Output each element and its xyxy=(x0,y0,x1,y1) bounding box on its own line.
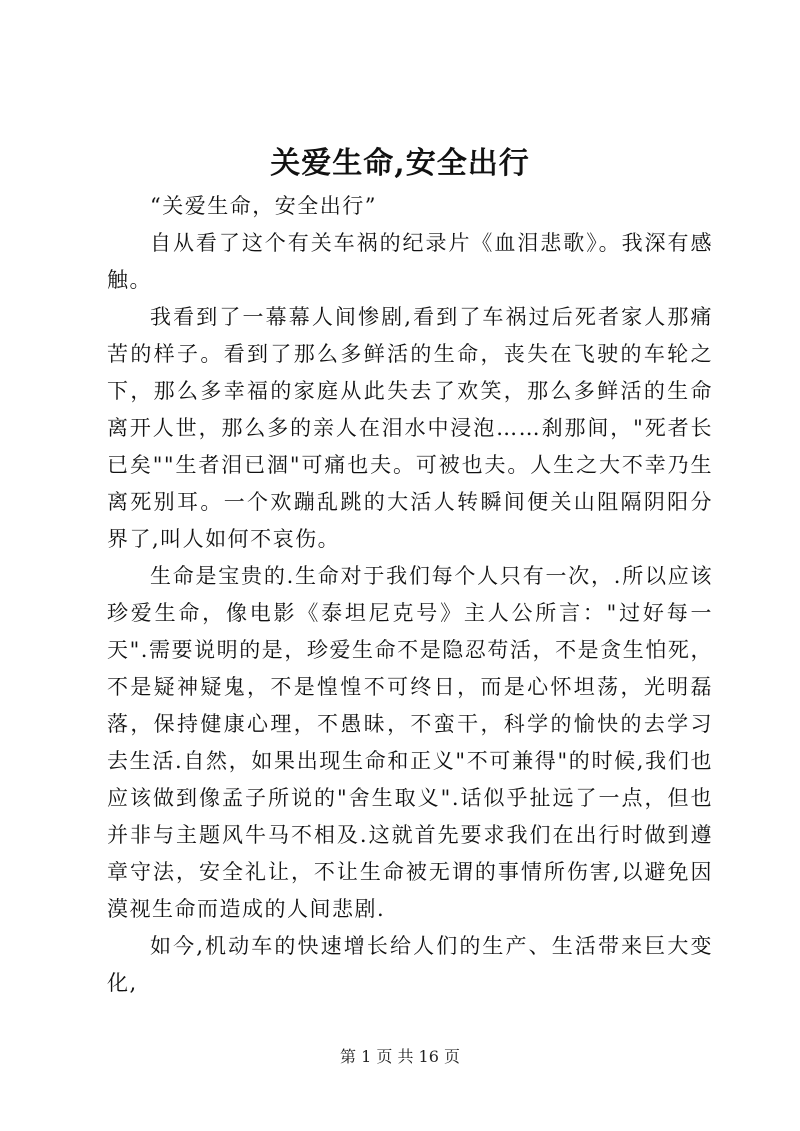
paragraph-vehicles: 如今,机动车的快速增长给人们的生产、生活带来巨大变化, xyxy=(107,934,713,995)
document-title: 关爱生命,安全出行 xyxy=(270,146,530,181)
paragraph-intro: 自从看了这个有关车祸的纪录片《血泪悲歌》。我深有感触。 xyxy=(107,231,713,292)
page-footer: 第 1 页 共 16 页 xyxy=(340,1047,460,1066)
document-body xyxy=(107,188,713,1002)
paragraph-subtitle: “关爱生命，安全出行” xyxy=(150,194,377,218)
paragraph-life-precious: 生命是宝贵的.生命对于我们每个人只有一次，.所以应该珍爱生命，像电影《泰坦尼克号》主人公所言："过好每一天".需要说明的是，珍爱生命不是隐忍苟活，不是贪生怕死，不是疑神疑鬼，不是惶惶不可终日，而是心怀坦荡，光明磊落，保持健康心理，不愚昧，不蛮干，科学的愉快的去学习去生活.自然，如果出现生命和正义"不可兼得"的时候,我们也应该做到像孟子所说的"舍生取义".话似乎扯远了一点，但也并非与主题风牛马不相及.这就首先要求我们在出行时做到遵章守法，安全礼让，不让生命被无谓的事情所伤害,以避免因漠视生命而造成的人间悲剧. xyxy=(107,564,713,921)
paragraph-tragedy: 我看到了一幕幕人间惨剧,看到了车祸过后死者家人那痛苦的样子。看到了那么多鲜活的生命，丧失在飞驶的车轮之下，那么多幸福的家庭从此失去了欢笑，那么多鲜活的生命离开人世，那么多的亲人在泪水中浸泡……刹那间，"死者长已矣""生者泪已涸"可痛也夫。可被也夫。人生之大不幸乃生离死别耳。一个欢蹦乱跳的大活人转瞬间便关山阻隔阴阳分界了,叫人如何不哀伤。 xyxy=(107,305,713,551)
